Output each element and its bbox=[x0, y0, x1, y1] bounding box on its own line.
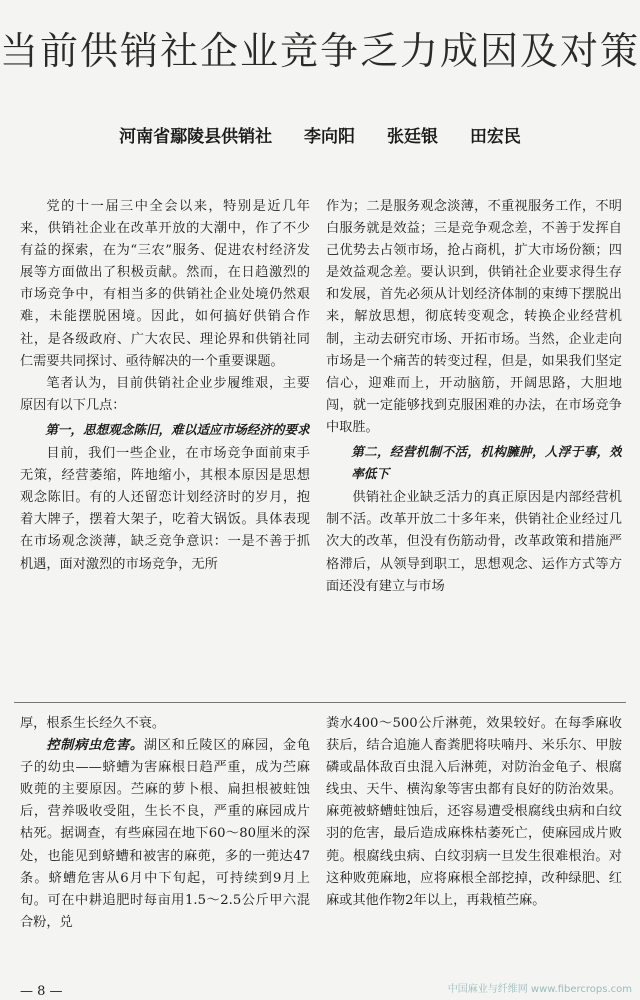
paragraph: 党的十一届三中全会以来，特别是近几年来，供销社企业在改革开放的大潮中，作了不少有益的探索，在为“三农”服务、促进农村经济发展等方面做出了积极贡献。然而，在日趋激烈的市场竞争中，有相当多的供销社企业处境仍然艰难，未能摆脱困境。因此，如何搞好供销合作社，是各级政府、广大农民、理论界和供销社同仁需要共同探讨、亟待解决的一个重要课题。 bbox=[20, 199, 310, 369]
paragraph-lead-in: 控制病虫危害。 bbox=[46, 738, 144, 754]
body-column-left-upper bbox=[20, 196, 310, 694]
author-name: 张廷银 bbox=[386, 127, 438, 147]
article-title: 当前供销社企业竞争乏力成因及对策 bbox=[0, 29, 640, 73]
paragraph bbox=[20, 735, 310, 934]
author-name: 李向阳 bbox=[304, 127, 356, 147]
paragraph: 粪水400～500公斤淋蔸，效果较好。在每季麻收获后，结合追施人畜粪肥将呋喃丹、米乐尔、甲胺磷或晶体敌百虫混入后淋蔸，对防治金龟子、根腐线虫、天牛、横沟象等害虫都有良好的防治效果。麻蔸被蛴螬蛀蚀后，还容易遭受根腐线虫病和白纹羽的危害，最后造成麻株枯萎死亡，使麻园成片败蔸。根腐线虫病、白纹羽病一旦发生很难根治。对这种败蔸麻地，应将麻根全部挖掉，改种绿肥、红麻或其他作物2年以上，再栽植苎麻。 bbox=[326, 716, 622, 908]
body-column-right-lower bbox=[326, 713, 622, 993]
section-heading: 第一，思想观念陈旧，难以适应市场经济的要求 bbox=[45, 421, 310, 437]
paragraph: 厚，根系生长经久不衰。 bbox=[20, 716, 166, 731]
paragraph: 笔者认为，目前供销社企业步履维艰，主要原因有以下几点： bbox=[20, 375, 310, 413]
site-watermark: 中国麻业与纤维网 www.fibercrops.com bbox=[447, 984, 632, 995]
paragraph: 供销社企业缺乏活力的真正原因是内部经营机制不活。改革开放二十多年来，供销社企业经过几次大的改革，但没有伤筋动骨，改革政策和措施严格滞后，从领导到职工，思想观念、运作方式等方面还没有建立与市场 bbox=[326, 490, 622, 594]
author-affiliation: 河南省鄢陵县供销社 bbox=[119, 127, 273, 147]
page-number: — 8 — bbox=[20, 984, 63, 999]
body-column-right-upper bbox=[326, 196, 622, 694]
author-name: 田宏民 bbox=[469, 127, 521, 147]
section-divider bbox=[14, 702, 626, 703]
article-byline bbox=[0, 122, 640, 147]
paragraph: 作为；二是服务观念淡薄，不重视服务工作，不明白服务就是效益；三是竞争观念差，不善于发挥自己优势去占领市场，抢占商机，扩大市场份额；四是效益观念差。要认识到，供销社企业要求得生存和发展，首先必须从计划经济体制的束缚下摆脱出来，解放思想，彻底转变观念，转换企业经营机制，主动去研究市场、开拓市场。当然，企业走向市场是一个痛苦的转变过程，但是，如果我们坚定信心，迎难而上，开动脑筋，开阔思路，大胆地闯，就一定能够找到克服困难的办法，在市场竞争中取胜。 bbox=[326, 199, 622, 435]
paragraph: 目前，我们一些企业，在市场竞争面前束手无策，经营萎缩，阵地缩小，其根本原因是思想观念陈旧。有的人还留恋计划经济时的岁月，抱着大牌子，摆着大架子，吃着大锅饭。具体表现在市场观念淡薄，缺乏竞争意识：一是不善于抓机遇，面对激烈的市场竞争，无所 bbox=[20, 446, 310, 572]
paragraph-text: 湖区和丘陵区的麻园，金龟子的幼虫——蛴螬为害麻根日趋严重，成为苎麻败蔸的主要原因。苎麻的萝卜根、扁担根被蛀蚀后，营养吸收受阻，生长不良，严重的麻园成片枯死。据调查，有些麻园在地下60～80厘米的深处，也能见到蛴螬和被害的麻蔸，多的一蔸达47条。蛴螬危害从6月中下旬起，可持续到9月上旬。可在中耕追肥时每亩用1.5～2.5公斤甲六混合粉，兑 bbox=[20, 738, 310, 930]
section-heading: 第二，经营机制不活，机构臃肿，人浮于事，效率低下 bbox=[351, 444, 622, 482]
body-column-left-lower bbox=[20, 713, 310, 993]
